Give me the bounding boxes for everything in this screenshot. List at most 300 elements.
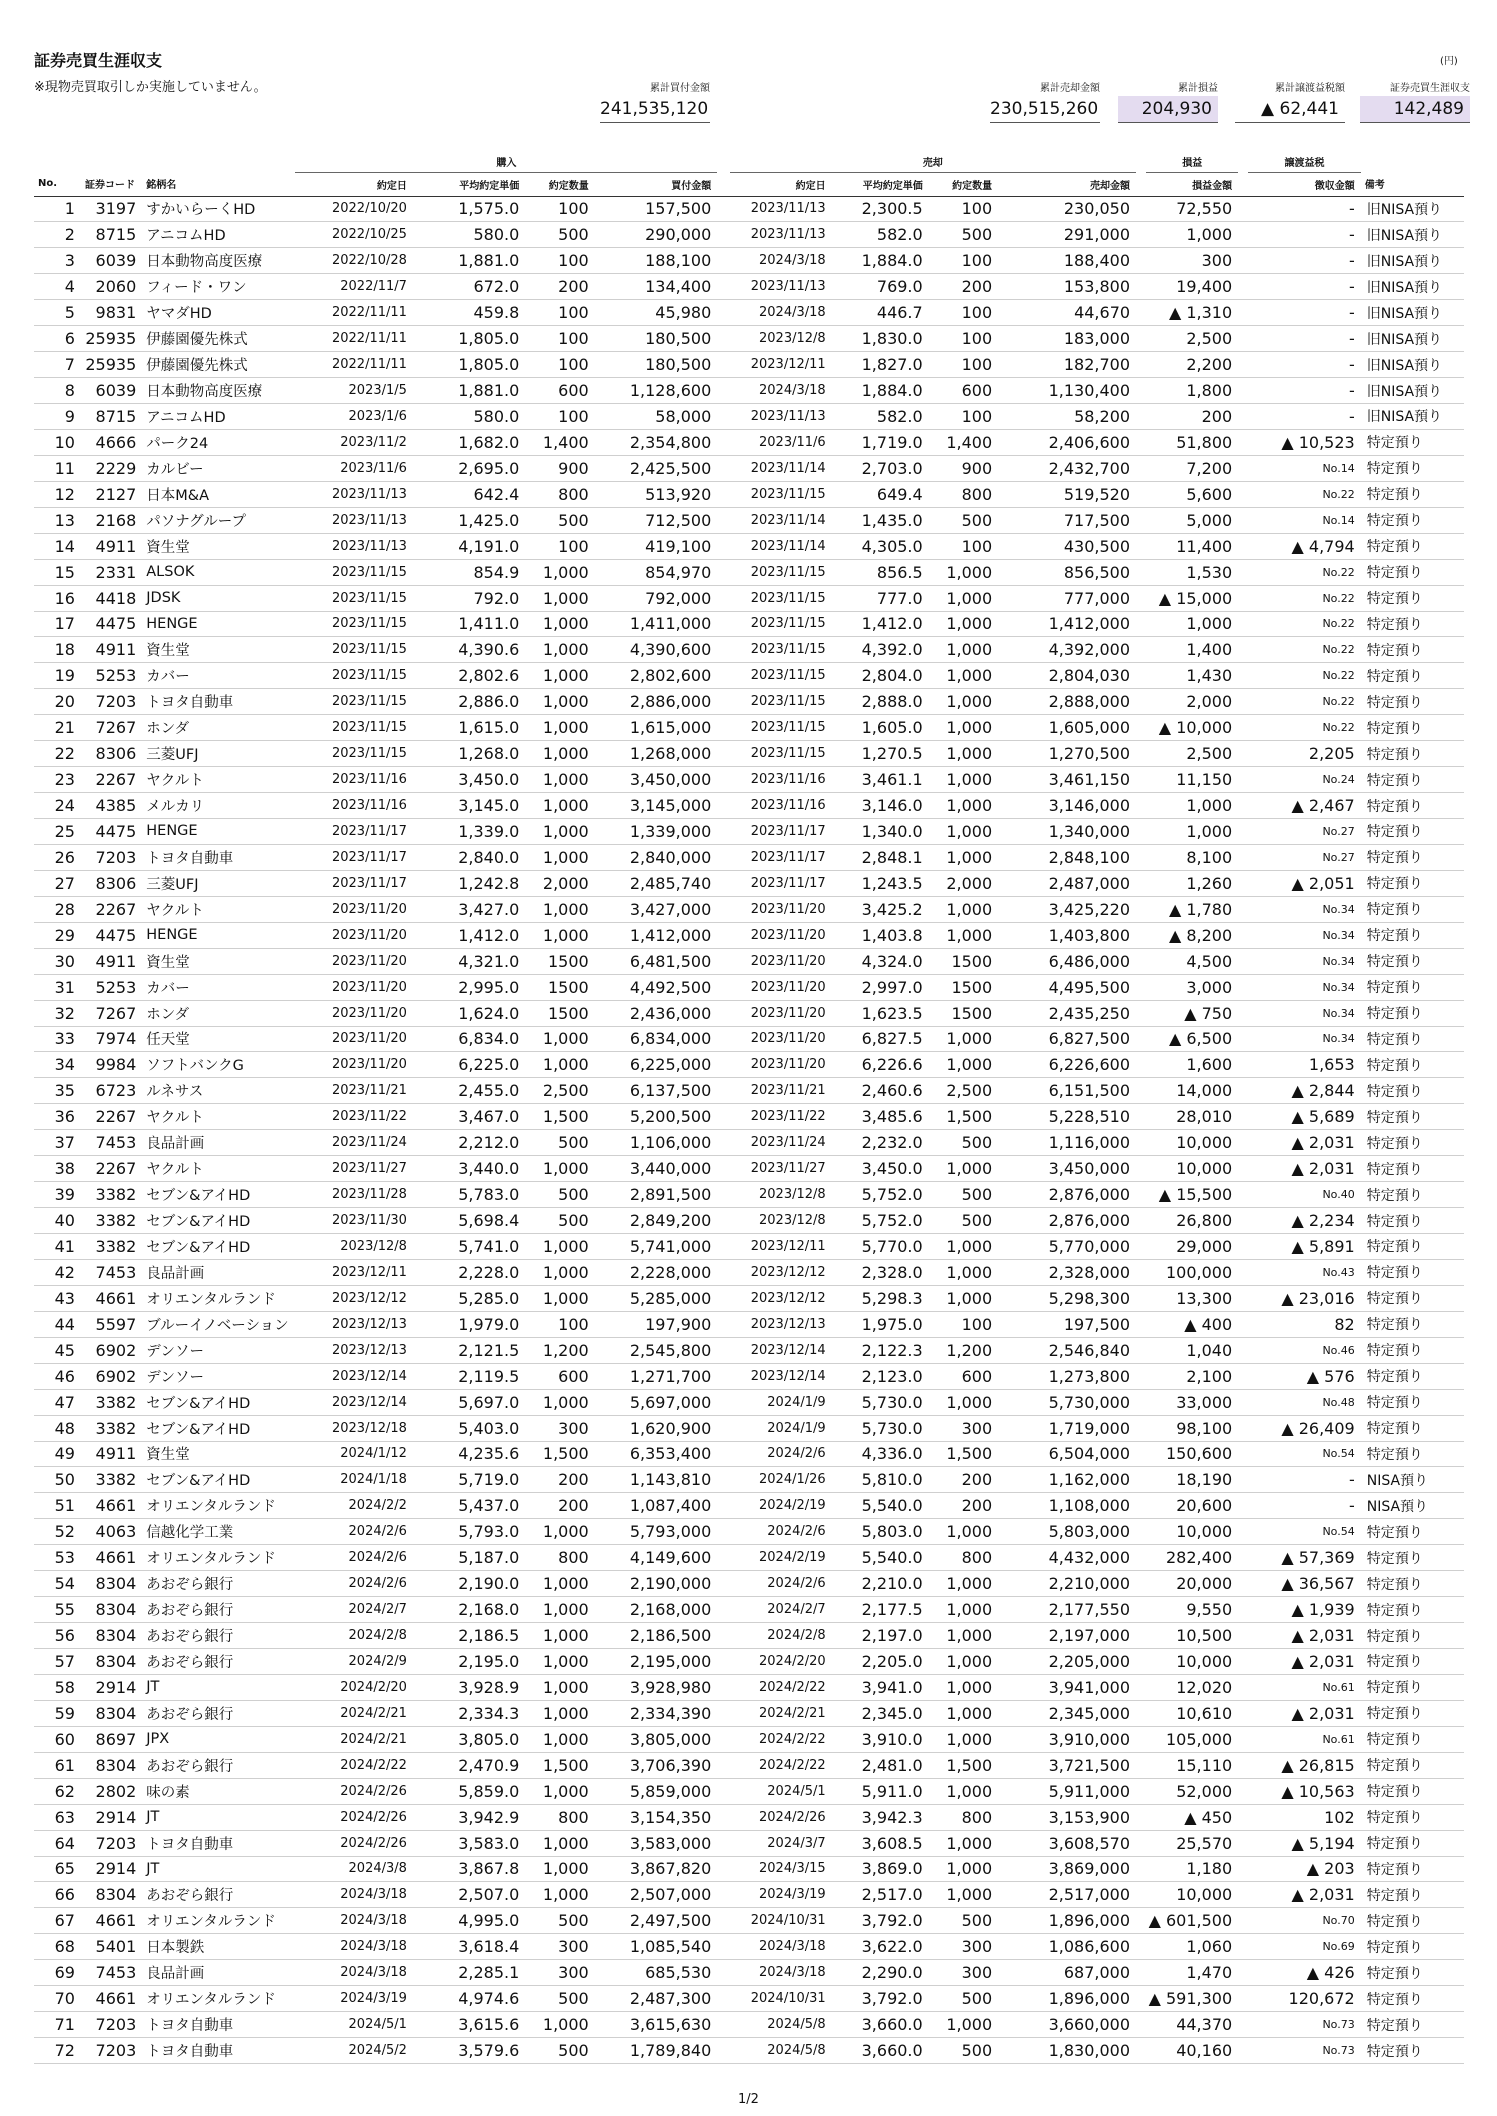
cell-code: 6902	[81, 1363, 142, 1389]
table-row	[34, 1856, 1464, 1882]
spacer-cell	[717, 196, 729, 222]
cell-sell-amount: 519,520	[998, 481, 1136, 507]
cell-buy-date: 2024/3/19	[295, 1986, 412, 2012]
cell-remark: 特定預り	[1361, 1363, 1464, 1389]
cell-tax: ▲ 2,031	[1248, 1130, 1360, 1156]
cell-sell-amount: 2,177,550	[998, 1597, 1136, 1623]
cell-buy-price: 3,579.6	[413, 2038, 525, 2064]
cell-name: JDSK	[142, 585, 295, 611]
cell-profit: 2,100	[1146, 1363, 1238, 1389]
cell-profit: 10,000	[1146, 1882, 1238, 1908]
cell-sell-date: 2023/11/22	[730, 1104, 832, 1130]
cell-buy-price: 1,881.0	[413, 248, 525, 274]
cell-buy-qty: 1,500	[525, 1752, 594, 1778]
cell-profit: 150,600	[1146, 1441, 1238, 1467]
cell-name: あおぞら銀行	[142, 1882, 295, 1908]
cell-sell-qty: 1500	[929, 974, 998, 1000]
cell-name: トヨタ自動車	[142, 2038, 295, 2064]
cell-sell-qty: 1,000	[929, 1026, 998, 1052]
spacer-cell	[1136, 1726, 1146, 1752]
cell-name: ヤマダHD	[142, 300, 295, 326]
table-row	[34, 2012, 1464, 2038]
spacer-cell	[717, 1960, 729, 1986]
spacer-cell	[717, 326, 729, 352]
spacer-cell	[1238, 1182, 1248, 1208]
cell-buy-amount: 5,859,000	[595, 1778, 718, 1804]
cell-buy-amount: 180,500	[595, 352, 718, 378]
cell-sell-price: 1,975.0	[832, 1311, 929, 1337]
spacer-cell	[717, 741, 729, 767]
spacer-cell	[1238, 533, 1248, 559]
cell-tax: No.43	[1248, 1259, 1360, 1285]
cell-buy-date: 2023/11/15	[295, 585, 412, 611]
cell-buy-amount: 3,450,000	[595, 767, 718, 793]
cell-buy-date: 2024/2/26	[295, 1830, 412, 1856]
spacer-cell	[1136, 1674, 1146, 1700]
spacer-cell	[717, 1519, 729, 1545]
cell-tax: -	[1248, 248, 1360, 274]
cell-code: 2267	[81, 767, 142, 793]
cell-profit: 1,470	[1146, 1960, 1238, 1986]
spacer-cell	[717, 1389, 729, 1415]
spacer-cell	[717, 1052, 729, 1078]
cell-buy-qty: 500	[525, 1986, 594, 2012]
currency-unit: (円)	[1440, 56, 1458, 67]
cell-remark: 特定預り	[1361, 1389, 1464, 1415]
cell-code: 4911	[81, 948, 142, 974]
cell-buy-price: 6,834.0	[413, 1026, 525, 1052]
cell-tax: No.27	[1248, 819, 1360, 845]
cell-tax: ▲ 2,031	[1248, 1156, 1360, 1182]
cell-buy-amount: 2,485,740	[595, 870, 718, 896]
table-row	[34, 1441, 1464, 1467]
cell-buy-qty: 1,000	[525, 689, 594, 715]
cell-code: 2229	[81, 455, 142, 481]
spacer-cell	[1238, 896, 1248, 922]
table-row	[34, 1700, 1464, 1726]
cell-buy-qty: 600	[525, 378, 594, 404]
cell-no: 69	[34, 1960, 81, 1986]
spacer-cell	[1238, 1078, 1248, 1104]
spacer-cell	[1238, 922, 1248, 948]
cell-remark: 旧NISA預り	[1361, 352, 1464, 378]
cell-buy-date: 2022/10/20	[295, 196, 412, 222]
cell-tax: 82	[1248, 1311, 1360, 1337]
cell-code: 2267	[81, 1156, 142, 1182]
cell-sell-date: 2023/11/20	[730, 974, 832, 1000]
cell-buy-amount: 3,706,390	[595, 1752, 718, 1778]
cell-buy-date: 2023/11/15	[295, 741, 412, 767]
cell-no: 3	[34, 248, 81, 274]
cell-code: 8306	[81, 741, 142, 767]
cell-buy-qty: 300	[525, 1960, 594, 1986]
cell-tax: No.22	[1248, 611, 1360, 637]
cell-code: 7974	[81, 1026, 142, 1052]
cell-tax: No.73	[1248, 2038, 1360, 2064]
cell-sell-date: 2024/5/8	[730, 2012, 832, 2038]
cell-buy-price: 1,242.8	[413, 870, 525, 896]
cell-profit: 1,000	[1146, 222, 1238, 248]
cell-sell-amount: 1,719,000	[998, 1415, 1136, 1441]
spacer-cell	[1136, 559, 1146, 585]
cell-no: 16	[34, 585, 81, 611]
spacer-cell	[1238, 1986, 1248, 2012]
cell-sell-price: 4,305.0	[832, 533, 929, 559]
cell-tax: -	[1248, 352, 1360, 378]
spacer-cell	[1136, 922, 1146, 948]
cell-sell-date: 2024/5/1	[730, 1778, 832, 1804]
cell-profit: 2,200	[1146, 352, 1238, 378]
cell-tax: No.48	[1248, 1389, 1360, 1415]
cell-profit: 44,370	[1146, 2012, 1238, 2038]
cell-sell-qty: 1,000	[929, 819, 998, 845]
cell-sell-date: 2023/11/15	[730, 481, 832, 507]
cell-profit: 29,000	[1146, 1234, 1238, 1260]
cell-buy-amount: 3,583,000	[595, 1830, 718, 1856]
cell-buy-amount: 6,481,500	[595, 948, 718, 974]
cell-code: 4661	[81, 1986, 142, 2012]
cell-buy-qty: 100	[525, 248, 594, 274]
cell-buy-date: 2023/11/13	[295, 481, 412, 507]
cell-sell-price: 4,392.0	[832, 637, 929, 663]
cell-tax: No.14	[1248, 507, 1360, 533]
cell-remark: 特定預り	[1361, 1104, 1464, 1130]
spacer-cell	[1238, 1052, 1248, 1078]
cell-remark: 旧NISA預り	[1361, 404, 1464, 430]
spacer-cell	[717, 248, 729, 274]
cell-sell-qty: 1,500	[929, 1752, 998, 1778]
cell-sell-amount: 687,000	[998, 1960, 1136, 1986]
cell-buy-amount: 2,849,200	[595, 1208, 718, 1234]
cell-tax: ▲ 10,563	[1248, 1778, 1360, 1804]
spacer-cell	[717, 948, 729, 974]
cell-sell-qty: 500	[929, 507, 998, 533]
table-row	[34, 793, 1464, 819]
cell-sell-qty: 1,000	[929, 1623, 998, 1649]
cell-buy-qty: 1,000	[525, 844, 594, 870]
col-sell-amount: 売却金額	[998, 172, 1136, 196]
cell-tax: No.34	[1248, 1026, 1360, 1052]
table-row	[34, 663, 1464, 689]
table-row	[34, 870, 1464, 896]
cell-sell-amount: 1,270,500	[998, 741, 1136, 767]
cell-buy-price: 1,682.0	[413, 429, 525, 455]
summary-label-profit-total: 累計損益	[1178, 83, 1218, 94]
cell-tax: No.40	[1248, 1182, 1360, 1208]
cell-buy-amount: 188,100	[595, 248, 718, 274]
cell-buy-price: 5,285.0	[413, 1285, 525, 1311]
cell-sell-qty: 2,000	[929, 870, 998, 896]
spacer-cell	[1136, 196, 1146, 222]
cell-no: 61	[34, 1752, 81, 1778]
cell-no: 72	[34, 2038, 81, 2064]
cell-buy-price: 3,145.0	[413, 793, 525, 819]
cell-sell-date: 2023/12/12	[730, 1259, 832, 1285]
cell-buy-date: 2023/11/17	[295, 819, 412, 845]
table-row	[34, 300, 1464, 326]
cell-buy-amount: 1,615,000	[595, 715, 718, 741]
cell-name: 資生堂	[142, 948, 295, 974]
cell-sell-amount: 5,803,000	[998, 1519, 1136, 1545]
cell-name: ヤクルト	[142, 1104, 295, 1130]
table-row	[34, 222, 1464, 248]
cell-sell-qty: 500	[929, 1182, 998, 1208]
cell-profit: 200	[1146, 404, 1238, 430]
cell-buy-qty: 1,500	[525, 1441, 594, 1467]
cell-buy-amount: 4,149,600	[595, 1545, 718, 1571]
spacer-cell	[1238, 352, 1248, 378]
spacer-cell	[1136, 455, 1146, 481]
col-profit: 損益金額	[1146, 172, 1238, 196]
cell-remark: 特定預り	[1361, 1674, 1464, 1700]
spacer-cell	[717, 1571, 729, 1597]
cell-code: 7267	[81, 715, 142, 741]
trade-table	[34, 152, 1464, 2064]
cell-no: 18	[34, 637, 81, 663]
cell-sell-price: 3,869.0	[832, 1856, 929, 1882]
cell-profit: 1,040	[1146, 1337, 1238, 1363]
spacer-cell	[1136, 1415, 1146, 1441]
cell-sell-amount: 5,228,510	[998, 1104, 1136, 1130]
cell-remark: 特定預り	[1361, 533, 1464, 559]
cell-no: 56	[34, 1623, 81, 1649]
cell-name: トヨタ自動車	[142, 1830, 295, 1856]
spacer-cell	[1136, 1182, 1146, 1208]
cell-code: 4661	[81, 1285, 142, 1311]
table-row	[34, 1882, 1464, 1908]
spacer-cell	[1136, 1285, 1146, 1311]
cell-no: 6	[34, 326, 81, 352]
cell-code: 6723	[81, 1078, 142, 1104]
summary-label-lifetime-balance: 証券売買生涯収支	[1390, 83, 1470, 94]
cell-profit: 8,100	[1146, 844, 1238, 870]
cell-buy-price: 2,228.0	[413, 1259, 525, 1285]
cell-no: 29	[34, 922, 81, 948]
cell-profit: ▲ 400	[1146, 1311, 1238, 1337]
spacer-cell	[1136, 1649, 1146, 1675]
cell-sell-qty: 1,000	[929, 1519, 998, 1545]
cell-sell-amount: 3,608,570	[998, 1830, 1136, 1856]
cell-profit: 3,000	[1146, 974, 1238, 1000]
cell-tax: No.54	[1248, 1519, 1360, 1545]
spacer-cell	[1136, 741, 1146, 767]
cell-sell-date: 2023/11/15	[730, 715, 832, 741]
spacer-cell	[1136, 1856, 1146, 1882]
cell-name: あおぞら銀行	[142, 1700, 295, 1726]
cell-sell-amount: 3,153,900	[998, 1804, 1136, 1830]
spacer-cell	[1238, 1649, 1248, 1675]
cell-sell-qty: 1,000	[929, 663, 998, 689]
cell-sell-date: 2023/11/13	[730, 222, 832, 248]
cell-remark: 特定預り	[1361, 974, 1464, 1000]
cell-sell-qty: 800	[929, 1545, 998, 1571]
spacer-cell	[1238, 1908, 1248, 1934]
cell-tax: ▲ 23,016	[1248, 1285, 1360, 1311]
cell-tax: No.22	[1248, 689, 1360, 715]
cell-buy-date: 2022/11/11	[295, 352, 412, 378]
cell-sell-date: 2023/11/20	[730, 922, 832, 948]
cell-name: セブン&アイHD	[142, 1389, 295, 1415]
cell-no: 51	[34, 1493, 81, 1519]
cell-sell-price: 1,340.0	[832, 819, 929, 845]
cell-sell-date: 2023/11/14	[730, 533, 832, 559]
cell-buy-qty: 1500	[525, 948, 594, 974]
cell-buy-date: 2023/11/17	[295, 844, 412, 870]
cell-sell-qty: 800	[929, 1804, 998, 1830]
cell-remark: 特定預り	[1361, 559, 1464, 585]
spacer-cell	[1238, 1960, 1248, 1986]
cell-sell-amount: 183,000	[998, 326, 1136, 352]
spacer-cell	[1238, 196, 1248, 222]
spacer-cell	[717, 1545, 729, 1571]
cell-sell-price: 2,481.0	[832, 1752, 929, 1778]
cell-profit: 11,400	[1146, 533, 1238, 559]
summary-label-tax-total: 累計譲渡益税額	[1275, 83, 1345, 94]
cell-tax: ▲ 26,409	[1248, 1415, 1360, 1441]
cell-name: 資生堂	[142, 637, 295, 663]
cell-buy-qty: 1,000	[525, 2012, 594, 2038]
cell-sell-price: 2,345.0	[832, 1700, 929, 1726]
cell-remark: 特定預り	[1361, 1259, 1464, 1285]
cell-sell-price: 5,752.0	[832, 1182, 929, 1208]
cell-sell-amount: 3,869,000	[998, 1856, 1136, 1882]
spacer-cell	[1238, 1545, 1248, 1571]
spacer-cell	[1238, 559, 1248, 585]
cell-no: 66	[34, 1882, 81, 1908]
cell-remark: 特定預り	[1361, 1000, 1464, 1026]
spacer-cell	[1136, 793, 1146, 819]
cell-name: トヨタ自動車	[142, 844, 295, 870]
cell-buy-date: 2023/11/20	[295, 974, 412, 1000]
cell-sell-qty: 1,000	[929, 844, 998, 870]
cell-sell-amount: 717,500	[998, 507, 1136, 533]
cell-buy-amount: 5,200,500	[595, 1104, 718, 1130]
cell-sell-date: 2023/12/11	[730, 352, 832, 378]
table-row	[34, 429, 1464, 455]
cell-sell-price: 2,997.0	[832, 974, 929, 1000]
cell-remark: 特定預り	[1361, 715, 1464, 741]
cell-sell-amount: 5,911,000	[998, 1778, 1136, 1804]
cell-sell-price: 1,270.5	[832, 741, 929, 767]
cell-tax: -	[1248, 222, 1360, 248]
cell-remark: 特定預り	[1361, 1960, 1464, 1986]
spacer-cell	[717, 300, 729, 326]
cell-no: 36	[34, 1104, 81, 1130]
cell-buy-date: 2024/2/22	[295, 1752, 412, 1778]
cell-sell-amount: 2,210,000	[998, 1571, 1136, 1597]
spacer-cell	[1136, 1519, 1146, 1545]
cell-sell-price: 3,792.0	[832, 1908, 929, 1934]
cell-buy-date: 2022/11/7	[295, 274, 412, 300]
cell-profit: 1,430	[1146, 663, 1238, 689]
cell-buy-date: 2022/11/11	[295, 300, 412, 326]
cell-sell-qty: 300	[929, 1960, 998, 1986]
cell-remark: 特定預り	[1361, 481, 1464, 507]
spacer-cell	[717, 611, 729, 637]
spacer-cell	[1136, 1130, 1146, 1156]
summary-value-buy-total: 241,535,120	[600, 96, 710, 123]
spacer-cell	[1238, 974, 1248, 1000]
cell-remark: 旧NISA預り	[1361, 300, 1464, 326]
cell-tax: No.73	[1248, 2012, 1360, 2038]
cell-sell-amount: 182,700	[998, 352, 1136, 378]
cell-sell-price: 2,703.0	[832, 455, 929, 481]
cell-no: 60	[34, 1726, 81, 1752]
cell-sell-price: 1,412.0	[832, 611, 929, 637]
spacer-cell	[1136, 429, 1146, 455]
cell-code: 8306	[81, 870, 142, 896]
spacer-cell	[717, 767, 729, 793]
cell-code: 2267	[81, 896, 142, 922]
cell-remark: 特定預り	[1361, 585, 1464, 611]
cell-buy-qty: 1,000	[525, 1519, 594, 1545]
cell-buy-date: 2024/2/2	[295, 1493, 412, 1519]
cell-code: 2914	[81, 1674, 142, 1700]
cell-name: あおぞら銀行	[142, 1571, 295, 1597]
cell-no: 43	[34, 1285, 81, 1311]
cell-no: 4	[34, 274, 81, 300]
cell-buy-price: 3,427.0	[413, 896, 525, 922]
cell-sell-qty: 1500	[929, 948, 998, 974]
cell-buy-price: 2,886.0	[413, 689, 525, 715]
cell-buy-date: 2023/11/28	[295, 1182, 412, 1208]
cell-sell-date: 2024/3/18	[730, 1960, 832, 1986]
spacer-cell	[1136, 870, 1146, 896]
spacer-cell	[1136, 1493, 1146, 1519]
cell-tax: ▲ 2,031	[1248, 1700, 1360, 1726]
cell-buy-price: 5,437.0	[413, 1493, 525, 1519]
table-row	[34, 1234, 1464, 1260]
cell-sell-date: 2023/11/15	[730, 663, 832, 689]
cell-sell-price: 3,485.6	[832, 1104, 929, 1130]
spacer-cell	[1238, 1597, 1248, 1623]
cell-buy-qty: 1,000	[525, 1571, 594, 1597]
table-row	[34, 481, 1464, 507]
spacer-cell	[1238, 1882, 1248, 1908]
cell-sell-date: 2023/11/16	[730, 793, 832, 819]
cell-sell-amount: 6,226,600	[998, 1052, 1136, 1078]
cell-buy-date: 2024/2/6	[295, 1519, 412, 1545]
cell-sell-qty: 500	[929, 1908, 998, 1934]
cell-buy-date: 2022/10/28	[295, 248, 412, 274]
spacer-cell	[1136, 1986, 1146, 2012]
cell-remark: 特定預り	[1361, 1623, 1464, 1649]
cell-tax: No.54	[1248, 1441, 1360, 1467]
cell-tax: ▲ 36,567	[1248, 1571, 1360, 1597]
cell-name: ALSOK	[142, 559, 295, 585]
cell-sell-price: 649.4	[832, 481, 929, 507]
cell-remark: 特定預り	[1361, 870, 1464, 896]
cell-buy-qty: 1,000	[525, 1156, 594, 1182]
cell-sell-qty: 1,000	[929, 1649, 998, 1675]
cell-buy-price: 3,867.8	[413, 1856, 525, 1882]
cell-no: 54	[34, 1571, 81, 1597]
cell-profit: 1,180	[1146, 1856, 1238, 1882]
cell-no: 40	[34, 1208, 81, 1234]
cell-buy-price: 3,618.4	[413, 1934, 525, 1960]
cell-sell-amount: 1,130,400	[998, 378, 1136, 404]
spacer-cell	[1238, 1934, 1248, 1960]
cell-sell-amount: 2,345,000	[998, 1700, 1136, 1726]
table-row	[34, 689, 1464, 715]
cell-buy-qty: 1,400	[525, 429, 594, 455]
spacer-cell	[1238, 1415, 1248, 1441]
cell-sell-amount: 5,770,000	[998, 1234, 1136, 1260]
cell-buy-price: 2,121.5	[413, 1337, 525, 1363]
table-row	[34, 1104, 1464, 1130]
cell-buy-amount: 2,436,000	[595, 1000, 718, 1026]
cell-name: ヤクルト	[142, 896, 295, 922]
